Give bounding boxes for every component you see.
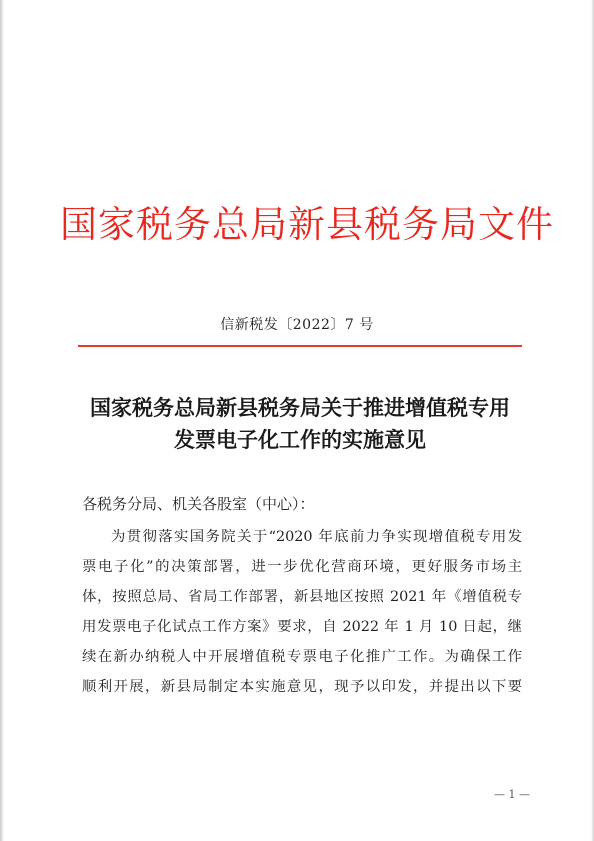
- document-title-line-2: 发票电子化工作的实施意见: [174, 427, 426, 452]
- agency-header-title: 国家税务总局新县税务局文件: [60, 203, 554, 246]
- body-line: 续在新办纳税人中开展增值税专票电子化推广工作。为确保工作: [82, 649, 522, 665]
- body-line: 为贯彻落实国务院关于“2020 年底前力争实现增值税专用发: [111, 529, 522, 545]
- addressee: 各税务分局、机关各股室（中心）：: [82, 495, 315, 513]
- document-number: 信新税发〔2022〕7 号: [220, 317, 374, 333]
- document-title-line-1: 国家税务总局新县税务局关于推进增值税专用: [90, 395, 510, 420]
- body-line: 票电子化”的决策部署，进一步优化营商环境，更好服务市场主: [82, 559, 522, 575]
- body-line: 顺利开展，新县局制定本实施意见，现予以印发，并提出以下要: [82, 679, 522, 695]
- page-number: — 1 —: [494, 788, 530, 801]
- red-divider-rule: [78, 345, 522, 347]
- scan-edge-left: [0, 0, 4, 841]
- document-title: [70, 392, 530, 456]
- body-line: 体，按照总局、省局工作部署，新县地区按照 2021 年《增值税专: [82, 589, 522, 605]
- body-paragraph: [82, 522, 522, 702]
- body-line: 用发票电子化试点工作方案》要求，自 2022 年 1 月 10 日起，继: [82, 619, 522, 635]
